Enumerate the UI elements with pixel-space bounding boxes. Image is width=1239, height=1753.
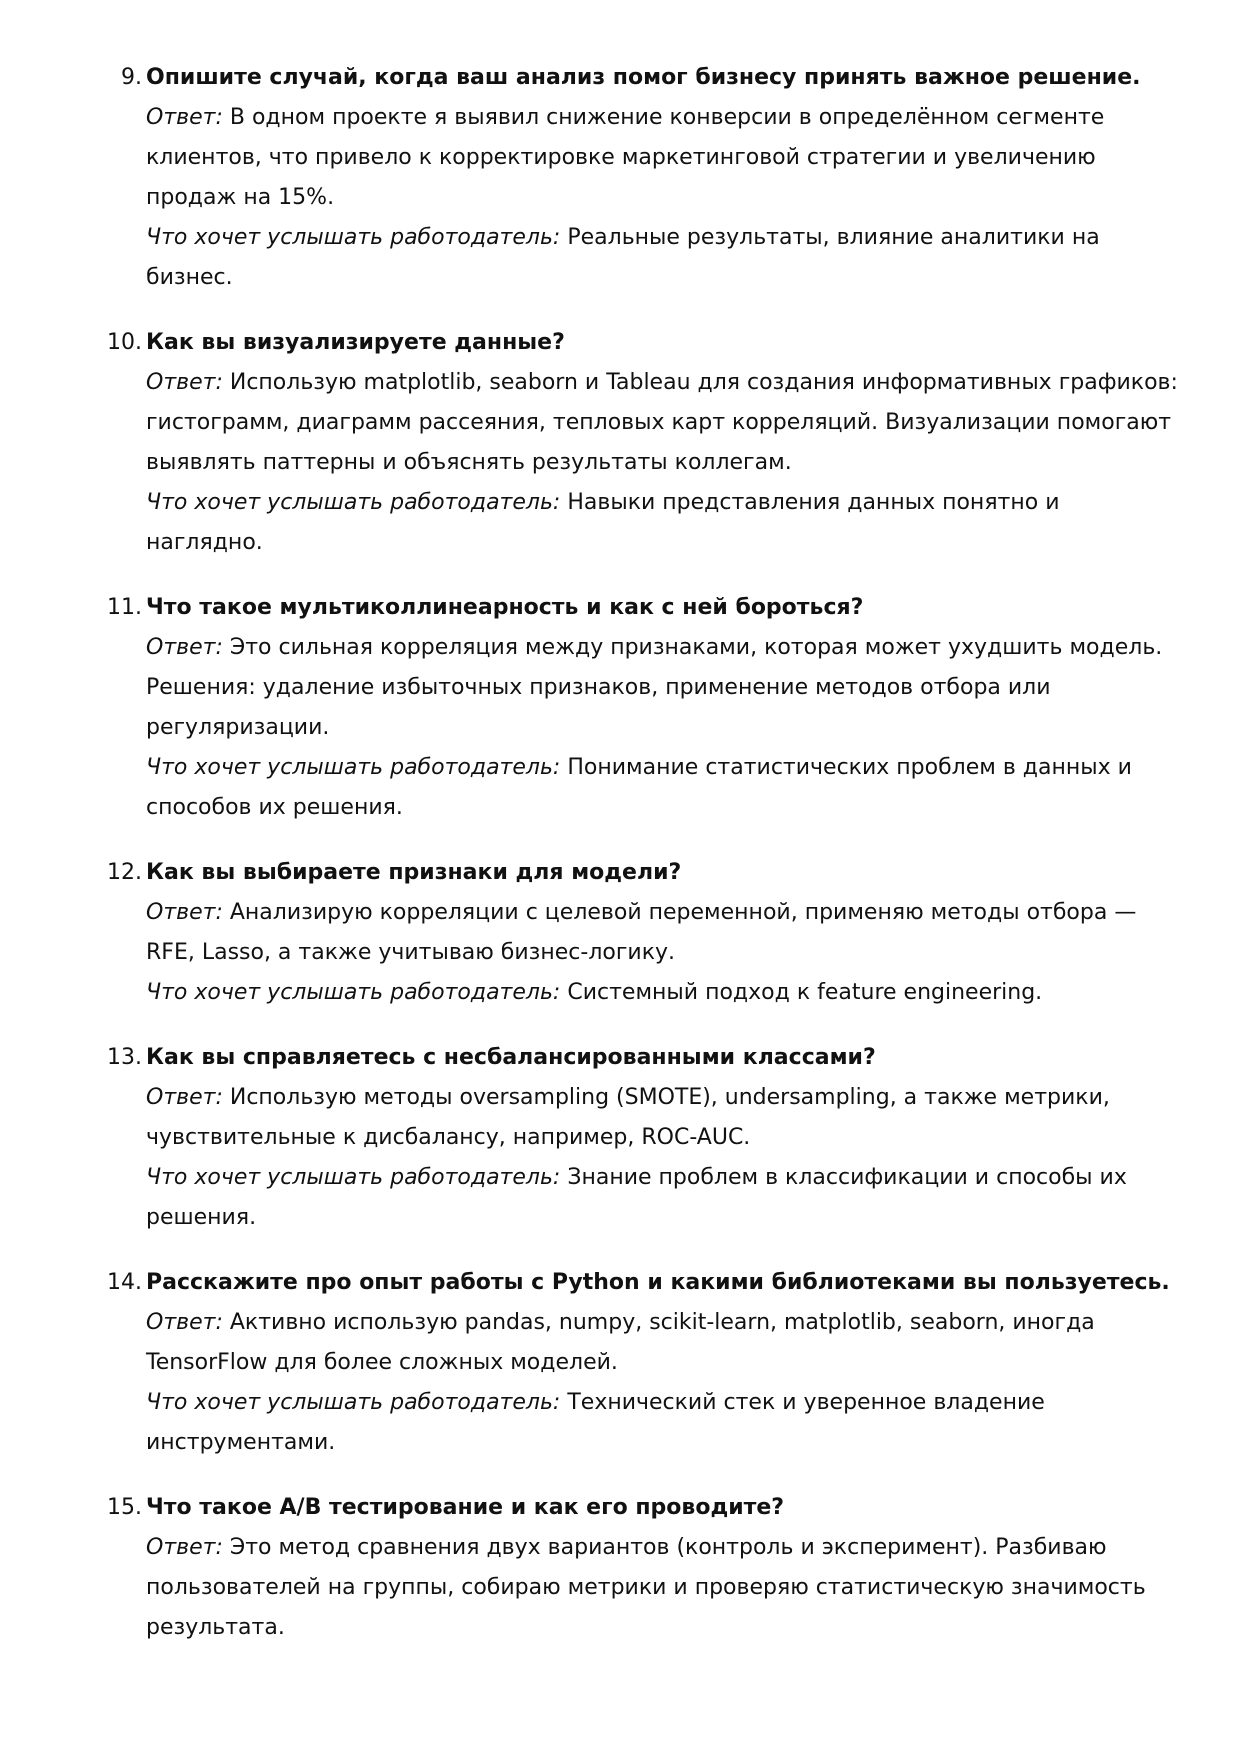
employer-line — [146, 218, 1179, 298]
answer-line — [146, 1303, 1179, 1383]
answer-text: Активно использую pandas, numpy, scikit-learn, matplotlib, seaborn, иногда TensorFlow для более сложных моделей. — [146, 1310, 1095, 1375]
answer-label: Ответ: — [146, 635, 223, 660]
employer-line — [146, 973, 1179, 1013]
question-text: Как вы выбираете признаки для модели? — [146, 860, 682, 885]
employer-line — [146, 1158, 1179, 1238]
employer-text: Системный подход к feature engineering. — [567, 980, 1043, 1005]
answer-text: Использую методы oversampling (SMOTE), undersampling, а также метрики, чувствительные к дисбалансу, например, ROC-AUC. — [146, 1085, 1110, 1150]
item-number: 13. — [107, 1045, 142, 1070]
question-text: Что такое мультиколлинеарность и как с ней бороться? — [146, 595, 864, 620]
item-number: 10. — [107, 330, 142, 355]
question-text: Как вы справляетесь с несбалансированными классами? — [146, 1045, 876, 1070]
item-number: 15. — [107, 1495, 142, 1520]
employer-text: Технический стек и уверенное владение инструментами. — [146, 1390, 1045, 1455]
employer-line — [146, 1383, 1179, 1463]
answer-line — [146, 1078, 1179, 1158]
answer-line — [146, 628, 1179, 748]
item-number: 14. — [107, 1270, 142, 1295]
answer-text: Это сильная корреляция между признаками, которая может ухудшить модель. Решения: удаление избыточных признаков, применение методов отбора или регуляризации. — [146, 635, 1163, 740]
answer-label: Ответ: — [146, 1535, 223, 1560]
list-item — [0, 588, 1179, 828]
item-number: 9. — [121, 65, 142, 90]
answer-line — [146, 1528, 1179, 1648]
employer-label: Что хочет услышать работодатель: — [146, 1165, 561, 1190]
employer-text: Навыки представления данных понятно и наглядно. — [146, 490, 1060, 555]
employer-text: Реальные результаты, влияние аналитики на бизнес. — [146, 225, 1100, 290]
employer-label: Что хочет услышать работодатель: — [146, 980, 561, 1005]
answer-line — [146, 893, 1179, 973]
list-item — [0, 853, 1179, 1013]
employer-text: Знание проблем в классификации и способы их решения. — [146, 1165, 1127, 1230]
answer-label: Ответ: — [146, 105, 223, 130]
question-text: Расскажите про опыт работы с Python и какими библиотеками вы пользуетесь. — [146, 1270, 1170, 1295]
answer-text: В одном проекте я выявил снижение конверсии в определённом сегменте клиентов, что привело к корректировке маркетинговой стратегии и увеличению продаж на 15%. — [146, 105, 1105, 210]
list-item — [0, 1038, 1179, 1238]
list-item — [0, 323, 1179, 563]
list-item — [0, 1263, 1179, 1463]
employer-line — [146, 483, 1179, 563]
employer-label: Что хочет услышать работодатель: — [146, 225, 561, 250]
answer-label: Ответ: — [146, 1310, 223, 1335]
question-text: Как вы визуализируете данные? — [146, 330, 565, 355]
answer-text: Анализирую корреляции с целевой переменной, применяю методы отбора — RFE, Lasso, а также учитываю бизнес-логику. — [146, 900, 1137, 965]
answer-label: Ответ: — [146, 370, 223, 395]
employer-text: Понимание статистических проблем в данных и способов их решения. — [146, 755, 1132, 820]
item-number: 11. — [107, 595, 142, 620]
employer-label: Что хочет услышать работодатель: — [146, 490, 561, 515]
answer-line — [146, 98, 1179, 218]
list-item — [0, 1488, 1179, 1648]
answer-text: Использую matplotlib, seaborn и Tableau для создания информативных графиков: гистограмм, диаграмм рассеяния, тепловых карт корреляций. Визуализации помогают выявлять паттерны и объяснять результаты коллегам. — [146, 370, 1178, 475]
answer-line — [146, 363, 1179, 483]
qa-list — [0, 58, 1179, 1648]
list-item — [0, 58, 1179, 298]
answer-label: Ответ: — [146, 1085, 223, 1110]
employer-line — [146, 748, 1179, 828]
item-number: 12. — [107, 860, 142, 885]
question-text: Что такое A/B тестирование и как его проводите? — [146, 1495, 785, 1520]
answer-text: Это метод сравнения двух вариантов (контроль и эксперимент). Разбиваю пользователей на группы, собираю метрики и проверяю статистическую значимость результата. — [146, 1535, 1146, 1640]
question-text: Опишите случай, когда ваш анализ помог бизнесу принять важное решение. — [146, 65, 1141, 90]
employer-label: Что хочет услышать работодатель: — [146, 1390, 561, 1415]
answer-label: Ответ: — [146, 900, 223, 925]
employer-label: Что хочет услышать работодатель: — [146, 755, 561, 780]
